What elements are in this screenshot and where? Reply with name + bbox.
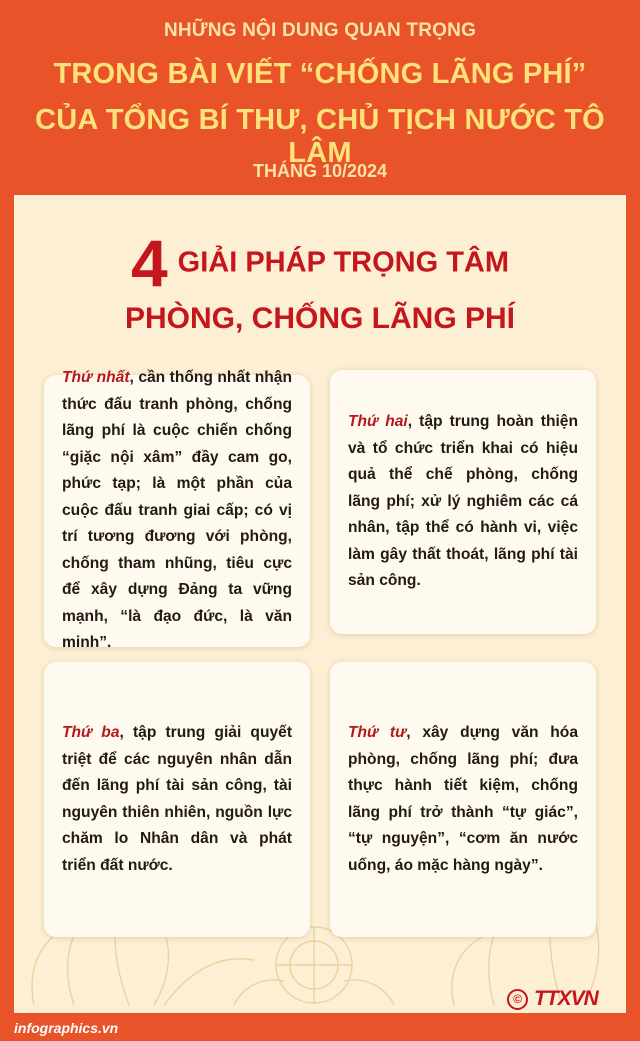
footer-site-link[interactable]: infographics.vn [14, 1020, 119, 1036]
solution-lead-2: Thứ hai [348, 413, 408, 431]
solution-text-3 [62, 720, 292, 879]
solution-lead-3: Thứ ba [62, 724, 120, 741]
title-line1 [14, 225, 626, 300]
title-number: 4 [130, 226, 168, 300]
solution-lead-4: Thứ tư [348, 724, 407, 741]
solution-card-4 [330, 662, 596, 937]
title-text: GIẢI PHÁP TRỌNG TÂM [177, 246, 510, 279]
solution-body-1: , cần thống nhất nhận thức đấu tranh phòng, chống lãng phí là cuộc chiến chống “giặc nội xâm” đầy cam go, phức tạp; là một phần của cuộc đấu tranh giai cấp; có vị trí tương đương với phòng, chống tham nhũng, tiêu cực để xây dựng Đảng ta vững mạnh, “là đạo đức, là văn minh”. [62, 369, 292, 652]
header-title-line1: TRONG BÀI VIẾT “CHỐNG LÃNG PHÍ” [53, 58, 587, 90]
header-title-line2: CỦA TỔNG BÍ THƯ, CHỦ TỊCH NƯỚC TÔ LÂM [35, 104, 605, 169]
copyright-icon: © [507, 989, 528, 1010]
solution-card-3 [44, 662, 310, 937]
header-subtitle: NHỮNG NỘI DUNG QUAN TRỌNG [163, 20, 477, 41]
solution-body-2: , tập trung hoàn thiện và tổ chức triển khai có hiệu quả thể chế phòng, chống lãng phí; xử lý nghiêm các cá nhân, tập thể có hành vi, việc làm gây thất thoát, lãng phí tài sản công. [348, 413, 579, 590]
solution-card-2 [330, 370, 596, 634]
solution-body-4: , xây dựng văn hóa phòng, chống lãng phí; đưa thực hành tiết kiệm, chống lãng phí trở thành “tự giác”, “tự nguyện”, “cơm ăn nước uống, áo mặc hàng ngày”. [348, 724, 578, 874]
title-line2: PHÒNG, CHỐNG LÃNG PHÍ [124, 302, 515, 335]
content-panel [14, 195, 626, 1013]
solution-text-4 [348, 720, 578, 879]
solution-body-3: , tập trung giải quyết triệt để các nguyên nhân dẫn đến lãng phí tài sản công, tài nguyên thiên nhiên, nguồn lực chăm lo Nhân dân và phát triển đất nước. [62, 724, 293, 874]
solution-lead-1: Thứ nhất [62, 369, 130, 387]
header-date: THÁNG 10/2024 [252, 161, 388, 181]
solution-text-1 [62, 365, 292, 657]
solution-text-2 [348, 409, 578, 595]
solution-card-1 [44, 369, 310, 652]
agency-logo [507, 985, 598, 1013]
agency-logo-text: TTXVN [534, 987, 598, 1010]
